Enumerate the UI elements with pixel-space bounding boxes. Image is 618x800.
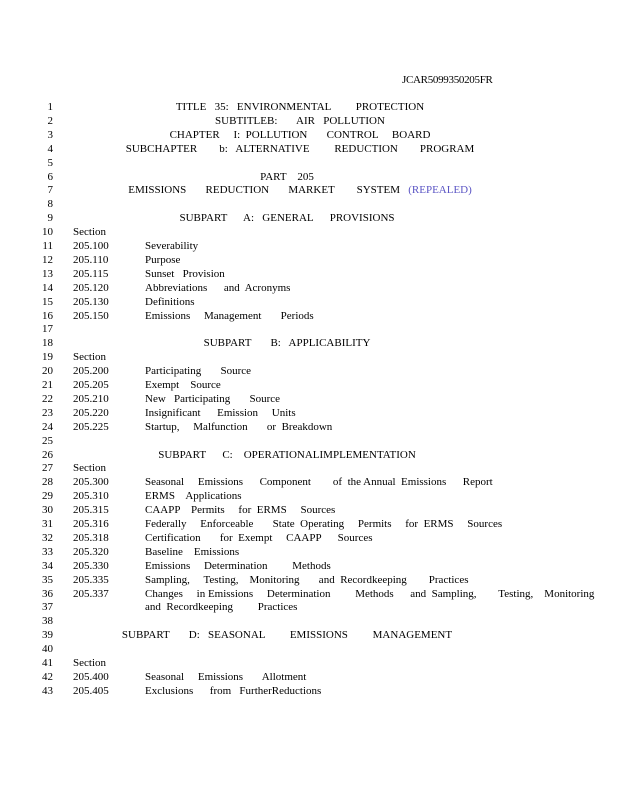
document-line	[0, 310, 618, 324]
document-line	[0, 504, 618, 518]
document-line	[0, 671, 618, 685]
heading-text	[0, 629, 574, 643]
heading-text	[0, 212, 574, 226]
section-title: Severability	[145, 240, 199, 252]
document-line	[0, 476, 618, 490]
document-line	[0, 282, 618, 296]
line-number: 22	[42, 392, 53, 405]
document-line	[0, 449, 618, 463]
line-number: 35	[42, 573, 53, 586]
section-number: 205.300	[73, 476, 109, 489]
line-number: 32	[42, 531, 53, 544]
section-title: Certification for Exempt CAAPP Sources	[145, 531, 373, 544]
line-number: 23	[42, 406, 53, 419]
document-line	[0, 184, 618, 198]
line-number: 19	[42, 351, 53, 364]
document-line	[0, 532, 618, 546]
document-line	[0, 574, 618, 588]
section-number: 205.115	[73, 267, 109, 280]
line-number: 7	[47, 184, 53, 197]
line-number: 10	[42, 226, 53, 239]
line-number: 8	[47, 198, 53, 211]
line-number: 15	[42, 295, 53, 308]
line-number: 27	[42, 462, 53, 475]
document-line	[0, 240, 618, 254]
heading-label: SUBPART A: GENERAL PROVISIONS	[179, 212, 395, 225]
document-line	[0, 296, 618, 310]
section-title: Definitions	[145, 295, 195, 308]
document-line	[0, 337, 618, 351]
section-number: 205.400	[73, 670, 109, 683]
document-line	[0, 588, 618, 602]
line-number: 34	[42, 559, 53, 572]
heading-text	[0, 143, 600, 157]
line-number: 11	[42, 240, 53, 252]
section-title: Sunset Provision	[145, 267, 225, 280]
document-line	[0, 685, 618, 699]
section-title: Insignificant Emission Units	[145, 406, 296, 419]
document-line	[0, 129, 618, 143]
line-number: 33	[42, 545, 53, 558]
line-number: 13	[42, 267, 53, 280]
section-title: Startup, Malfunction or Breakdown	[145, 420, 333, 433]
line-number: 25	[42, 434, 53, 447]
section-number: 205.330	[73, 559, 109, 572]
heading-label: SUBTITLEB: AIR POLLUTION	[215, 114, 385, 127]
section-number: 205.405	[73, 684, 109, 697]
document-line	[0, 462, 618, 476]
section-title: New Participating Source	[145, 392, 281, 405]
document-line	[0, 421, 618, 435]
line-number: 20	[42, 365, 53, 378]
section-title: Baseline Emissions	[145, 545, 240, 558]
line-number: 16	[42, 309, 53, 322]
document-line	[0, 323, 618, 337]
section-title: Sampling, Testing, Monitoring and Recordkeeping Practices	[145, 573, 469, 586]
document-id: JCAR5099350205FR	[402, 74, 493, 86]
section-number: 205.200	[73, 365, 109, 378]
heading-label: SUBCHAPTER b: ALTERNATIVE REDUCTION PROGRAM	[125, 142, 475, 155]
section-title: Exclusions from FurtherReductions	[145, 684, 322, 697]
line-number: 17	[42, 323, 53, 336]
document-line	[0, 198, 618, 212]
section-number: 205.318	[73, 531, 109, 544]
heading-label: SUBPART C: OPERATIONALIMPLEMENTATION	[158, 448, 416, 461]
line-number: 5	[47, 156, 53, 169]
section-number: Section	[73, 657, 106, 669]
heading-text	[0, 115, 600, 129]
line-number: 30	[42, 504, 53, 517]
section-title: Purpose	[145, 253, 181, 266]
section-number: Section	[73, 462, 106, 475]
line-number: 3	[47, 128, 53, 141]
heading-text	[0, 129, 600, 143]
document-line	[0, 254, 618, 268]
document-line	[0, 490, 618, 504]
line-number: 12	[42, 253, 53, 266]
section-number: 205.120	[73, 281, 109, 294]
document-line	[0, 171, 618, 185]
section-title: and Recordkeeping Practices	[145, 601, 298, 614]
line-number: 14	[42, 281, 53, 294]
document-line	[0, 351, 618, 365]
section-number: Section	[73, 226, 106, 239]
document-line	[0, 143, 618, 157]
heading-text	[0, 171, 574, 185]
heading-text	[0, 449, 574, 463]
heading-label: SUBPART D: SEASONAL EMISSIONS MANAGEMENT	[121, 629, 453, 642]
document-line	[0, 643, 618, 657]
heading-text	[0, 184, 600, 198]
document-line	[0, 212, 618, 226]
section-number: 205.150	[73, 309, 109, 322]
section-number: 205.220	[73, 406, 109, 419]
document-line	[0, 393, 618, 407]
line-number: 24	[42, 420, 53, 433]
line-number: 29	[42, 490, 53, 503]
line-number: 21	[42, 379, 53, 391]
document-line	[0, 601, 618, 615]
section-title: Seasonal Emissions Component of the Annual Emissions Report	[145, 476, 493, 489]
section-title: Participating Source	[145, 365, 252, 378]
line-number: 4	[47, 142, 53, 155]
section-number: 205.320	[73, 545, 109, 558]
heading-label: SUBPART B: APPLICABILITY	[203, 337, 371, 350]
line-number: 28	[42, 476, 53, 489]
section-title: Federally Enforceable State Operating Permits for ERMS Sources	[145, 518, 503, 530]
section-number: 205.337	[73, 587, 109, 600]
section-title: Seasonal Emissions Allotment	[145, 670, 307, 683]
heading-label: EMISSIONS REDUCTION MARKET SYSTEM	[128, 184, 409, 197]
line-number: 40	[42, 643, 53, 656]
line-number: 2	[47, 114, 53, 127]
line-number: 9	[47, 212, 53, 225]
section-number: 205.310	[73, 490, 109, 503]
document-line	[0, 518, 618, 532]
section-number: 205.316	[73, 518, 109, 530]
document-line	[0, 657, 618, 671]
line-number: 39	[42, 629, 53, 642]
document-line	[0, 379, 618, 393]
heading-text	[0, 337, 574, 351]
line-number: 31	[42, 518, 53, 530]
heading-text	[0, 101, 600, 115]
document-line	[0, 115, 618, 129]
heading-label: CHAPTER I: POLLUTION CONTROL BOARD	[169, 128, 431, 141]
document-line	[0, 101, 618, 115]
section-title: Exempt Source	[145, 379, 221, 391]
section-number: 205.110	[73, 253, 109, 266]
document-line	[0, 226, 618, 240]
line-number: 1	[47, 101, 53, 113]
section-number: 205.130	[73, 295, 109, 308]
section-title: ERMS Applications	[145, 490, 242, 503]
line-number: 41	[42, 657, 53, 669]
section-title: Emissions Determination Methods	[145, 559, 331, 572]
line-number: 36	[42, 587, 53, 600]
line-number: 42	[42, 670, 53, 683]
document-line	[0, 268, 618, 282]
document-line	[0, 365, 618, 379]
line-number: 43	[42, 684, 53, 697]
document-line	[0, 560, 618, 574]
section-number: 205.205	[73, 379, 109, 391]
line-number: 6	[47, 170, 53, 183]
section-number: 205.335	[73, 573, 109, 586]
section-title: Changes in Emissions Determination Methods and Sampling, Testing, Monitoring	[145, 587, 595, 600]
document-line	[0, 629, 618, 643]
line-number: 38	[42, 615, 53, 628]
document-line	[0, 157, 618, 171]
section-title: CAAPP Permits for ERMS Sources	[145, 504, 336, 517]
repealed-note: (REPEALED)	[408, 184, 472, 197]
document-line	[0, 435, 618, 449]
section-title: Abbreviations and Acronyms	[145, 281, 291, 294]
section-title: Emissions Management Periods	[145, 309, 314, 322]
section-number: 205.315	[73, 504, 109, 517]
section-number: 205.210	[73, 392, 109, 405]
document-line	[0, 407, 618, 421]
section-number: Section	[73, 351, 106, 364]
line-number: 26	[42, 448, 53, 461]
document-line	[0, 615, 618, 629]
section-number: 205.225	[73, 420, 109, 433]
line-number: 37	[42, 601, 53, 614]
document-line	[0, 546, 618, 560]
heading-label: PART 205	[260, 170, 314, 183]
line-number: 18	[42, 337, 53, 350]
heading-label: TITLE 35: ENVIRONMENTAL PROTECTION	[175, 101, 425, 113]
section-number: 205.100	[73, 240, 109, 252]
